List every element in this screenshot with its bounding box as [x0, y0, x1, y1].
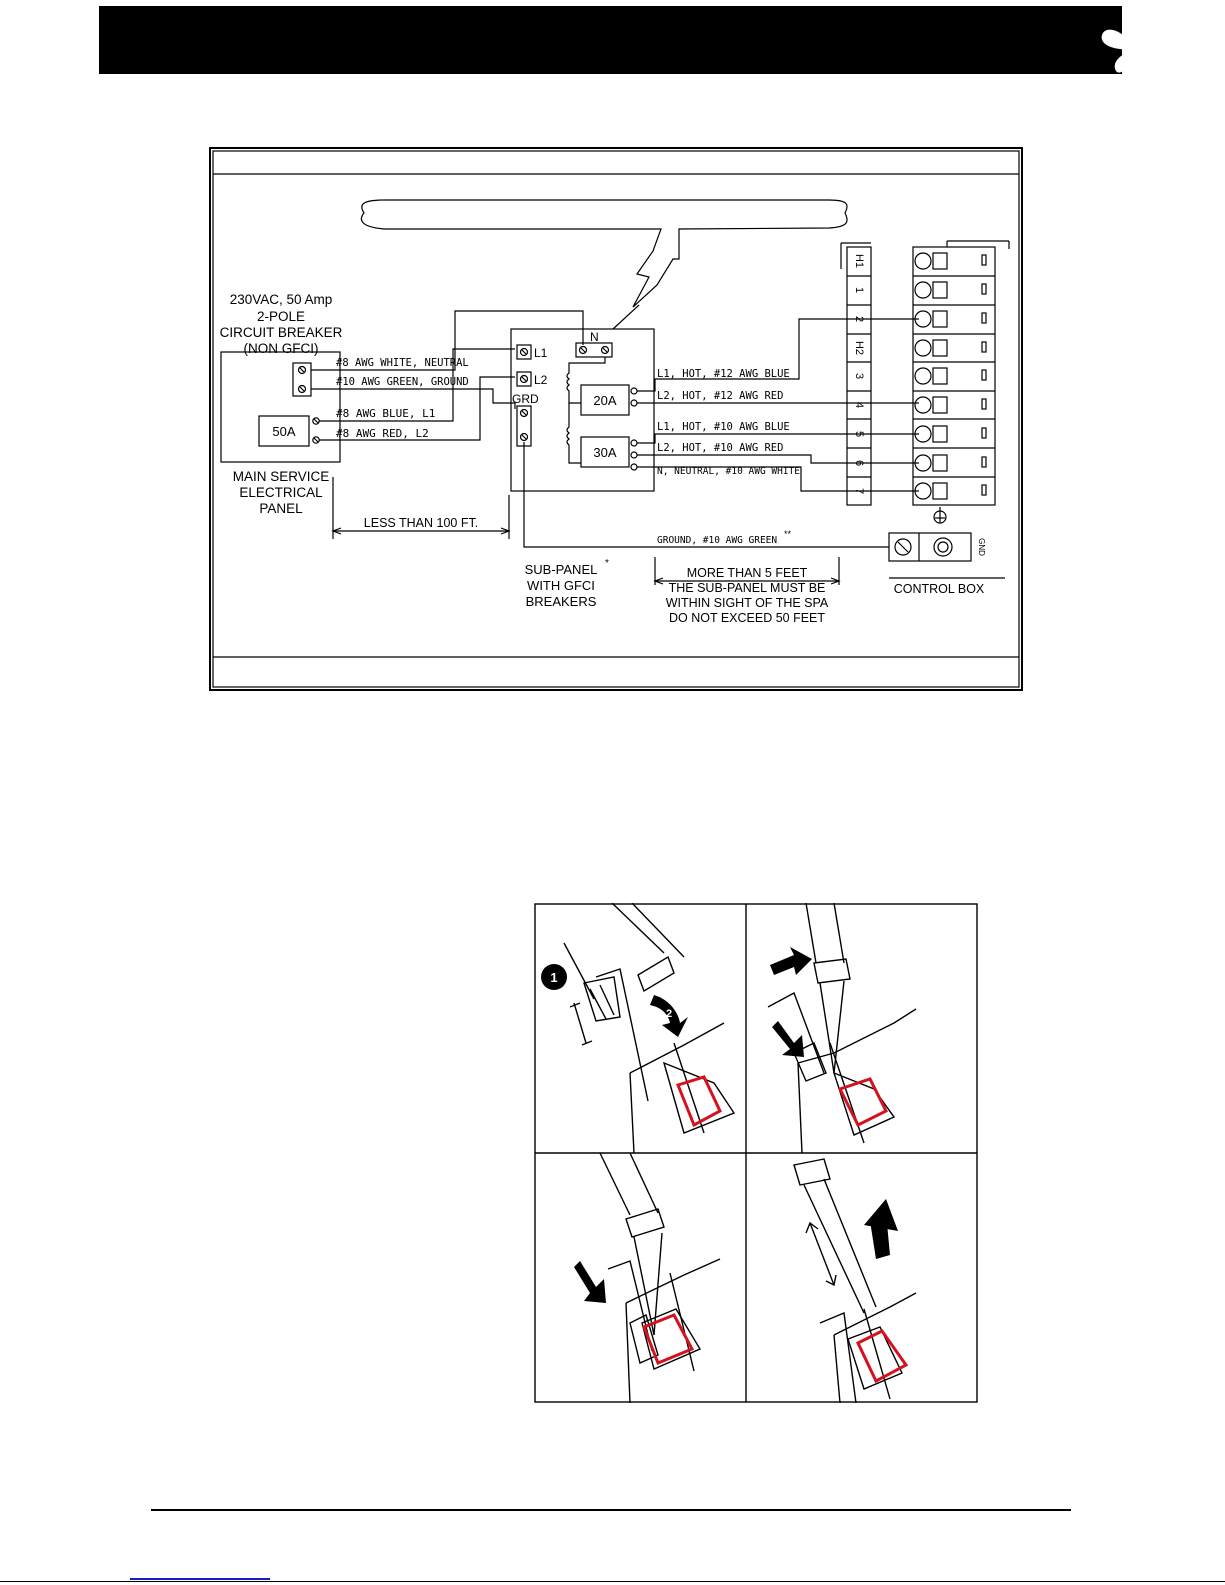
terminal-clamp	[840, 1079, 886, 1125]
sub-panel-line1: SUB-PANEL	[524, 562, 598, 577]
main-breaker-rating: 50A	[272, 424, 296, 439]
breaker-spec-line3: CIRCUIT BREAKER	[219, 325, 343, 340]
header-bar	[99, 6, 1122, 74]
arrow-up-icon	[864, 1199, 898, 1259]
gnd-label: GND	[976, 538, 986, 556]
distance-note-line1: MORE THAN 5 FEET	[686, 566, 808, 580]
footer-rule	[151, 1509, 1071, 1511]
wiring-diagram	[209, 147, 1023, 691]
spa-wire-label: N, NEUTRAL, #10 AWG WHITE	[657, 466, 800, 477]
sub-panel-line3: BREAKERS	[525, 594, 597, 609]
distance-note-line4: DO NOT EXCEED 50 FEET	[668, 611, 826, 625]
bottom-rule	[0, 1581, 1225, 1582]
terminal-label: 6	[853, 459, 866, 467]
terminal-label: 3	[853, 372, 866, 380]
breaker-20a: 20A	[593, 393, 617, 408]
butterfly-logo-icon	[1099, 21, 1171, 75]
ground-wire-asterisks: **	[784, 529, 792, 539]
terminal-label: 5	[853, 430, 866, 438]
terminal-label: 1	[853, 286, 866, 294]
main-panel-line2: ELECTRICAL	[239, 485, 323, 500]
terminal-insertion-steps	[534, 903, 978, 1403]
distance-main-to-sub: LESS THAN 100 FT.	[363, 516, 479, 530]
terminal-label: H2	[853, 340, 866, 356]
feed-wire-label: #8 AWG WHITE, NEUTRAL	[336, 357, 469, 369]
sub-terminal-grd: GRD	[512, 392, 539, 406]
feed-wire-label: #10 AWG GREEN, GROUND	[336, 376, 469, 388]
sub-terminal-l1: L1	[534, 346, 548, 360]
step-badge-2-text: 2	[666, 1008, 673, 1020]
sub-terminal-l2: L2	[534, 373, 548, 387]
arrow-icon	[770, 947, 812, 975]
terminal-label: H1	[853, 253, 866, 269]
breaker-spec-line1: 230VAC, 50 Amp	[229, 292, 333, 307]
main-panel-line1: MAIN SERVICE	[232, 469, 330, 484]
sub-terminal-n: N	[590, 330, 599, 344]
feed-wire-label: #8 AWG BLUE, L1	[336, 407, 436, 420]
control-box-label: CONTROL BOX	[893, 582, 985, 596]
arrow-icon	[772, 1021, 804, 1057]
distance-note-line3: WITHIN SIGHT OF THE SPA	[665, 596, 829, 610]
terminal-label: 4	[853, 401, 866, 409]
step-badge-1-text: 1	[550, 970, 558, 985]
spa-wire-label: L2, HOT, #10 AWG RED	[657, 442, 784, 454]
double-arrow-icon	[806, 1223, 836, 1285]
breaker-30a: 30A	[593, 445, 617, 460]
arrow-icon	[574, 1261, 606, 1303]
spa-wire-label: L2, HOT, #12 AWG RED	[657, 390, 784, 402]
feed-wire-label: #8 AWG RED, L2	[336, 427, 429, 440]
sub-panel-line2: WITH GFCI	[527, 578, 595, 593]
page-link-underline	[130, 1578, 270, 1580]
sub-panel-asterisk: *	[605, 558, 609, 569]
spa-wire-label: L1, HOT, #12 AWG BLUE	[657, 368, 790, 380]
breaker-spec-line2: 2-POLE	[256, 309, 306, 324]
terminal-label: 2	[853, 315, 866, 323]
main-panel-line3: PANEL	[259, 501, 303, 516]
ground-wire-label: GROUND, #10 AWG GREEN	[657, 535, 778, 546]
breaker-spec-line4: (NON GFCI)	[243, 341, 319, 356]
spa-wire-label: L1, HOT, #10 AWG BLUE	[657, 421, 790, 433]
distance-note-line2: THE SUB-PANEL MUST BE	[668, 581, 826, 595]
terminal-label: 7	[853, 487, 866, 495]
